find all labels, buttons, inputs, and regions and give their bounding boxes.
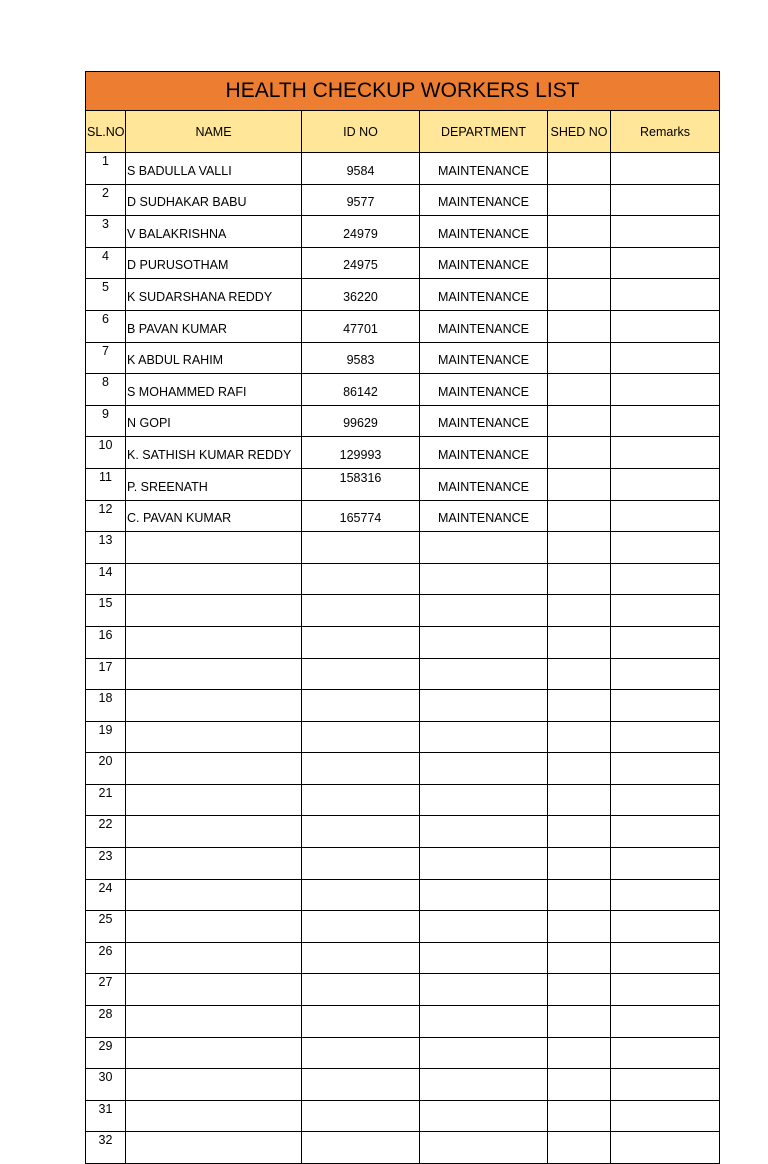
table-row [86, 310, 720, 342]
cell-department [420, 1006, 548, 1038]
table-row [86, 1037, 720, 1069]
cell-idno [302, 1006, 420, 1038]
cell-idno [302, 974, 420, 1006]
cell-shedno [548, 879, 611, 911]
cell-slno: 25 [86, 911, 126, 943]
cell-idno [302, 595, 420, 627]
table-row [86, 342, 720, 374]
cell-remarks [611, 974, 720, 1006]
cell-shedno [548, 658, 611, 690]
cell-shedno [548, 310, 611, 342]
cell-shedno [548, 753, 611, 785]
cell-name: D SUDHAKAR BABU [126, 184, 302, 216]
cell-slno: 2 [86, 184, 126, 216]
cell-slno: 13 [86, 532, 126, 564]
cell-department [420, 626, 548, 658]
cell-department: MAINTENANCE [420, 405, 548, 437]
cell-remarks [611, 532, 720, 564]
cell-department [420, 911, 548, 943]
cell-idno [302, 1069, 420, 1101]
cell-department [420, 658, 548, 690]
cell-name [126, 690, 302, 722]
table-row [86, 753, 720, 785]
cell-name [126, 974, 302, 1006]
cell-slno: 11 [86, 468, 126, 500]
cell-remarks [611, 816, 720, 848]
cell-department: MAINTENANCE [420, 437, 548, 469]
cell-slno: 27 [86, 974, 126, 1006]
cell-remarks [611, 1069, 720, 1101]
cell-slno: 24 [86, 879, 126, 911]
table-row [86, 595, 720, 627]
cell-slno: 21 [86, 784, 126, 816]
cell-slno: 5 [86, 279, 126, 311]
cell-idno: 158316 [302, 468, 420, 500]
cell-name: K SUDARSHANA REDDY [126, 279, 302, 311]
cell-remarks [611, 374, 720, 406]
cell-department: MAINTENANCE [420, 184, 548, 216]
cell-department [420, 816, 548, 848]
cell-name [126, 721, 302, 753]
table-row [86, 974, 720, 1006]
cell-name: B PAVAN KUMAR [126, 310, 302, 342]
cell-slno: 15 [86, 595, 126, 627]
table-row [86, 500, 720, 532]
cell-idno: 24975 [302, 247, 420, 279]
cell-name: K ABDUL RAHIM [126, 342, 302, 374]
cell-name: V BALAKRISHNA [126, 216, 302, 248]
cell-shedno [548, 816, 611, 848]
cell-slno: 28 [86, 1006, 126, 1038]
cell-idno [302, 1100, 420, 1132]
cell-slno: 23 [86, 848, 126, 880]
table-row [86, 153, 720, 185]
cell-remarks [611, 500, 720, 532]
table-row [86, 216, 720, 248]
cell-shedno [548, 626, 611, 658]
cell-name [126, 753, 302, 785]
cell-shedno [548, 563, 611, 595]
cell-shedno [548, 342, 611, 374]
cell-name: N GOPI [126, 405, 302, 437]
header-shedno: SHED NO [548, 111, 611, 153]
cell-department [420, 848, 548, 880]
cell-idno [302, 784, 420, 816]
cell-name [126, 784, 302, 816]
cell-slno: 8 [86, 374, 126, 406]
cell-slno: 3 [86, 216, 126, 248]
cell-remarks [611, 753, 720, 785]
table-row [86, 437, 720, 469]
cell-idno [302, 848, 420, 880]
workers-list-table [85, 71, 720, 1164]
cell-slno: 26 [86, 942, 126, 974]
cell-idno [302, 753, 420, 785]
cell-department: MAINTENANCE [420, 153, 548, 185]
cell-name [126, 911, 302, 943]
cell-idno [302, 942, 420, 974]
cell-department [420, 879, 548, 911]
cell-idno [302, 816, 420, 848]
cell-remarks [611, 784, 720, 816]
cell-name [126, 658, 302, 690]
cell-idno: 99629 [302, 405, 420, 437]
table-row [86, 563, 720, 595]
cell-slno: 20 [86, 753, 126, 785]
cell-idno: 129993 [302, 437, 420, 469]
cell-idno: 165774 [302, 500, 420, 532]
table-row [86, 690, 720, 722]
cell-idno [302, 626, 420, 658]
cell-shedno [548, 690, 611, 722]
table-row [86, 184, 720, 216]
cell-remarks [611, 468, 720, 500]
cell-name: P. SREENATH [126, 468, 302, 500]
cell-department [420, 1132, 548, 1164]
cell-remarks [611, 942, 720, 974]
cell-slno: 7 [86, 342, 126, 374]
cell-department [420, 942, 548, 974]
header-remarks: Remarks [611, 111, 720, 153]
cell-remarks [611, 690, 720, 722]
cell-name [126, 942, 302, 974]
cell-department [420, 721, 548, 753]
cell-shedno [548, 153, 611, 185]
cell-shedno [548, 532, 611, 564]
cell-department [420, 595, 548, 627]
cell-idno: 9583 [302, 342, 420, 374]
cell-shedno [548, 1037, 611, 1069]
cell-remarks [611, 310, 720, 342]
cell-remarks [611, 216, 720, 248]
cell-remarks [611, 184, 720, 216]
table-row [86, 721, 720, 753]
cell-shedno [548, 184, 611, 216]
cell-department [420, 1037, 548, 1069]
cell-idno: 47701 [302, 310, 420, 342]
cell-department [420, 563, 548, 595]
sheet-title: HEALTH CHECKUP WORKERS LIST [86, 72, 720, 111]
cell-department [420, 974, 548, 1006]
cell-name: S BADULLA VALLI [126, 153, 302, 185]
cell-idno [302, 532, 420, 564]
cell-idno [302, 879, 420, 911]
cell-remarks [611, 405, 720, 437]
cell-idno [302, 1037, 420, 1069]
table-row [86, 532, 720, 564]
cell-slno: 30 [86, 1069, 126, 1101]
table-row [86, 279, 720, 311]
table-row [86, 1132, 720, 1164]
table-row [86, 848, 720, 880]
cell-name: C. PAVAN KUMAR [126, 500, 302, 532]
cell-shedno [548, 911, 611, 943]
cell-name [126, 1069, 302, 1101]
cell-shedno [548, 942, 611, 974]
table-row [86, 1100, 720, 1132]
cell-remarks [611, 721, 720, 753]
cell-shedno [548, 374, 611, 406]
cell-name [126, 595, 302, 627]
header-slno: SL.NO [86, 111, 126, 153]
cell-slno: 32 [86, 1132, 126, 1164]
cell-remarks [611, 342, 720, 374]
cell-slno: 16 [86, 626, 126, 658]
cell-department: MAINTENANCE [420, 500, 548, 532]
cell-name [126, 1100, 302, 1132]
table-row [86, 879, 720, 911]
cell-remarks [611, 247, 720, 279]
cell-department [420, 753, 548, 785]
cell-slno: 17 [86, 658, 126, 690]
header-name: NAME [126, 111, 302, 153]
cell-remarks [611, 848, 720, 880]
cell-remarks [611, 911, 720, 943]
cell-shedno [548, 721, 611, 753]
table-row [86, 1069, 720, 1101]
table-row [86, 1006, 720, 1038]
cell-department: MAINTENANCE [420, 216, 548, 248]
cell-idno: 9577 [302, 184, 420, 216]
cell-department: MAINTENANCE [420, 468, 548, 500]
cell-department [420, 784, 548, 816]
cell-remarks [611, 626, 720, 658]
cell-department [420, 1100, 548, 1132]
table-row [86, 658, 720, 690]
cell-name: D PURUSOTHAM [126, 247, 302, 279]
table-row [86, 626, 720, 658]
cell-remarks [611, 595, 720, 627]
table-row [86, 816, 720, 848]
table-row [86, 405, 720, 437]
cell-shedno [548, 595, 611, 627]
cell-idno: 86142 [302, 374, 420, 406]
cell-department [420, 1069, 548, 1101]
table-row [86, 247, 720, 279]
cell-slno: 31 [86, 1100, 126, 1132]
cell-shedno [548, 784, 611, 816]
cell-slno: 22 [86, 816, 126, 848]
cell-slno: 29 [86, 1037, 126, 1069]
cell-idno [302, 721, 420, 753]
cell-slno: 4 [86, 247, 126, 279]
cell-name [126, 1006, 302, 1038]
cell-department [420, 532, 548, 564]
cell-shedno [548, 468, 611, 500]
header-department: DEPARTMENT [420, 111, 548, 153]
cell-slno: 10 [86, 437, 126, 469]
cell-idno [302, 1132, 420, 1164]
cell-remarks [611, 279, 720, 311]
cell-name [126, 626, 302, 658]
cell-shedno [548, 1132, 611, 1164]
cell-department [420, 690, 548, 722]
cell-name: S MOHAMMED RAFI [126, 374, 302, 406]
table-row [86, 374, 720, 406]
header-row [86, 111, 720, 153]
cell-slno: 14 [86, 563, 126, 595]
table-row [86, 784, 720, 816]
cell-name [126, 532, 302, 564]
cell-remarks [611, 879, 720, 911]
cell-name: K. SATHISH KUMAR REDDY [126, 437, 302, 469]
cell-department: MAINTENANCE [420, 310, 548, 342]
cell-slno: 12 [86, 500, 126, 532]
cell-slno: 18 [86, 690, 126, 722]
cell-shedno [548, 216, 611, 248]
title-row [86, 72, 720, 111]
cell-remarks [611, 153, 720, 185]
cell-slno: 1 [86, 153, 126, 185]
cell-shedno [548, 1069, 611, 1101]
cell-remarks [611, 563, 720, 595]
cell-name [126, 879, 302, 911]
cell-shedno [548, 1100, 611, 1132]
cell-shedno [548, 500, 611, 532]
cell-slno: 9 [86, 405, 126, 437]
cell-idno: 24979 [302, 216, 420, 248]
cell-remarks [611, 437, 720, 469]
cell-remarks [611, 1100, 720, 1132]
cell-name [126, 816, 302, 848]
cell-shedno [548, 437, 611, 469]
cell-department: MAINTENANCE [420, 374, 548, 406]
cell-shedno [548, 1006, 611, 1038]
cell-department: MAINTENANCE [420, 342, 548, 374]
cell-remarks [611, 1037, 720, 1069]
cell-idno: 9584 [302, 153, 420, 185]
cell-shedno [548, 974, 611, 1006]
header-idno: ID NO [302, 111, 420, 153]
cell-name [126, 563, 302, 595]
cell-name [126, 1132, 302, 1164]
cell-department: MAINTENANCE [420, 247, 548, 279]
table-row [86, 468, 720, 500]
cell-remarks [611, 1006, 720, 1038]
cell-slno: 6 [86, 310, 126, 342]
cell-slno: 19 [86, 721, 126, 753]
cell-remarks [611, 1132, 720, 1164]
table-row [86, 942, 720, 974]
cell-idno [302, 658, 420, 690]
table-row [86, 911, 720, 943]
cell-idno: 36220 [302, 279, 420, 311]
cell-name [126, 1037, 302, 1069]
cell-idno [302, 690, 420, 722]
cell-idno [302, 911, 420, 943]
cell-department: MAINTENANCE [420, 279, 548, 311]
cell-name [126, 848, 302, 880]
cell-shedno [548, 279, 611, 311]
cell-shedno [548, 405, 611, 437]
cell-remarks [611, 658, 720, 690]
cell-shedno [548, 848, 611, 880]
cell-shedno [548, 247, 611, 279]
cell-idno [302, 563, 420, 595]
